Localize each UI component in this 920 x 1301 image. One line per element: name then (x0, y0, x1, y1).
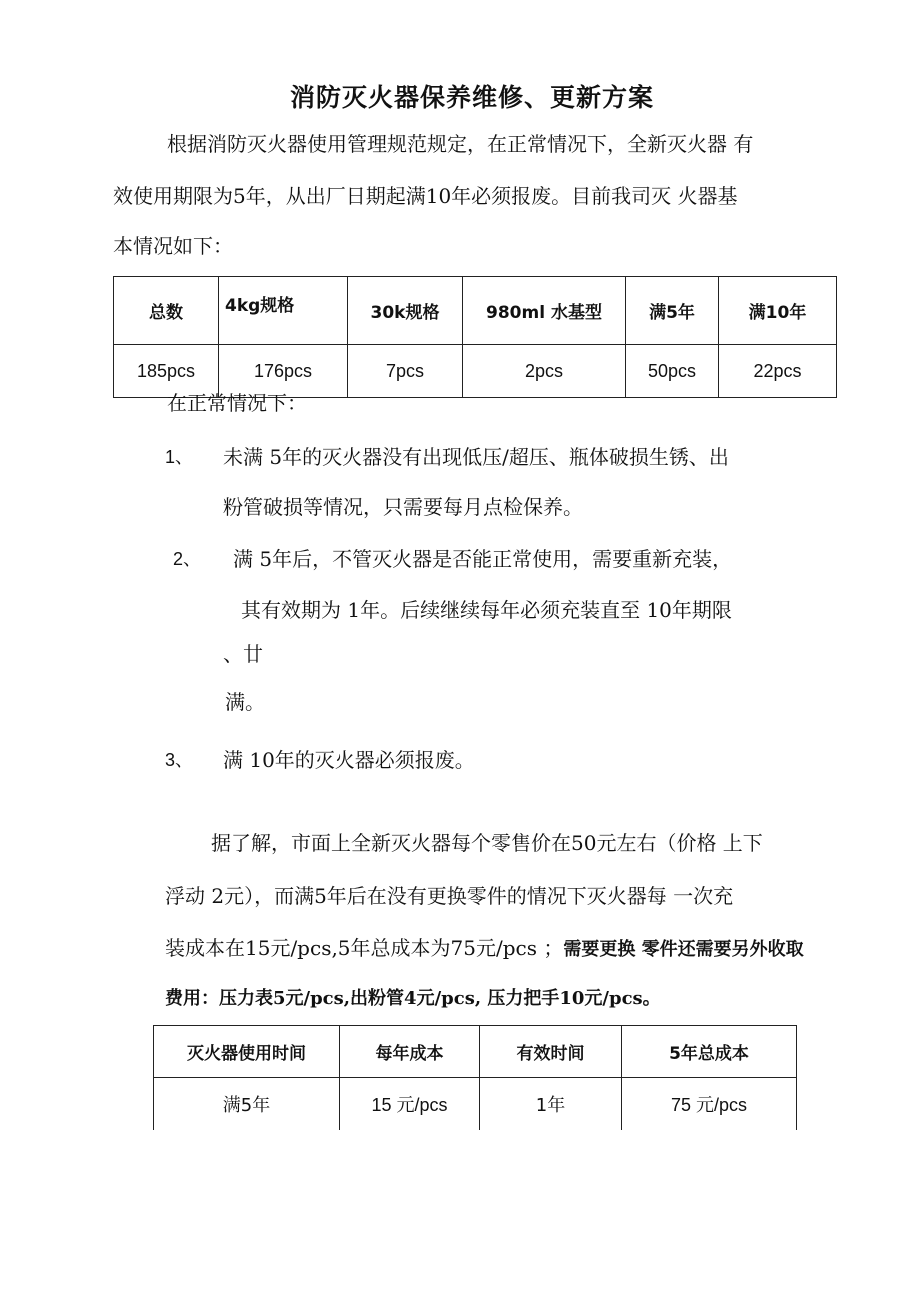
cost-row (154, 1078, 797, 1131)
cost-valid-period: 1年 (480, 1078, 622, 1131)
header-10yr: 满10年 (719, 277, 837, 345)
pricing-line-3 (165, 932, 804, 961)
cost-header-usage-time: 灭火器使用时间 (154, 1026, 340, 1078)
value-total: 185pcs (114, 345, 219, 398)
intro-line-1: 根据消防灭火器使用管理规范规定，在正常情况下，全新灭火器 有 (167, 132, 754, 156)
item-2-line-4: 满。 (225, 690, 265, 714)
page-title: 消防灭火器保养维修、更新方案 (290, 83, 655, 112)
pricing-line-1: 据了解，市面上全新灭火器每个零售价在50元左右（价格 上下 (211, 831, 763, 855)
value-5yr: 50pcs (626, 345, 719, 398)
cost-5yr-total: 75 元/pcs (622, 1078, 797, 1131)
header-980ml: 980ml 水基型 (463, 277, 626, 345)
item-2-line-2: 其有效期为 1年。后续继续每年必须充装直至 10年期限 (241, 598, 732, 622)
pricing-line-4: 费用：压力表5元/pcs,出粉管4元/pcs, 压力把手10元/pcs。 (165, 988, 661, 1009)
value-980ml: 2pcs (463, 345, 626, 398)
cost-header-row (154, 1026, 797, 1078)
header-total: 总数 (114, 277, 219, 345)
inventory-header-row (114, 277, 837, 345)
item-2-line-3: 、廿 (223, 642, 263, 666)
item-2-number: 2、 (173, 549, 202, 569)
item-3-number: 3、 (165, 750, 194, 770)
value-10yr: 22pcs (719, 345, 837, 398)
item-1-line-1: 未满 5年的灭火器没有出现低压/超压、瓶体破损生锈、出 (223, 445, 729, 469)
cost-header-annual-cost: 每年成本 (340, 1026, 480, 1078)
intro-line-2: 效使用期限为5年，从出厂日期起满10年必须报废。目前我司灭 火器基 (113, 184, 738, 208)
cost-annual: 15 元/pcs (340, 1078, 480, 1131)
value-4kg: 176pcs (219, 345, 348, 398)
header-5yr: 满5年 (626, 277, 719, 345)
item-2-line-1: 满 5年后，不管灭火器是否能正常使用，需要重新充装， (233, 547, 733, 571)
pricing-line-2: 浮动 2元），而满5年后在没有更换零件的情况下灭火器每 一次充 (165, 884, 734, 908)
inventory-table (113, 276, 837, 398)
normal-heading: 在正常情况下： (167, 391, 307, 415)
header-30k: 30k规格 (348, 277, 463, 345)
intro-line-3: 本情况如下： (113, 234, 233, 258)
pricing-line-3-bold: 需要更换 零件还需要另外收取 (563, 939, 804, 960)
cost-table (153, 1025, 797, 1130)
cost-usage-time: 满5年 (154, 1078, 340, 1131)
pricing-line-3-normal: 装成本在15元/pcs,5年总成本为75元/pcs ； (165, 936, 564, 960)
header-4kg: 4kg规格 (219, 277, 348, 345)
item-3-line-1: 满 10年的灭火器必须报废。 (223, 748, 475, 772)
cost-header-valid-period: 有效时间 (480, 1026, 622, 1078)
item-1-number: 1、 (165, 447, 194, 467)
item-1-line-2: 粉管破损等情况，只需要每月点检保养。 (223, 495, 583, 519)
cost-header-5yr-total: 5年总成本 (622, 1026, 797, 1078)
value-30k: 7pcs (348, 345, 463, 398)
